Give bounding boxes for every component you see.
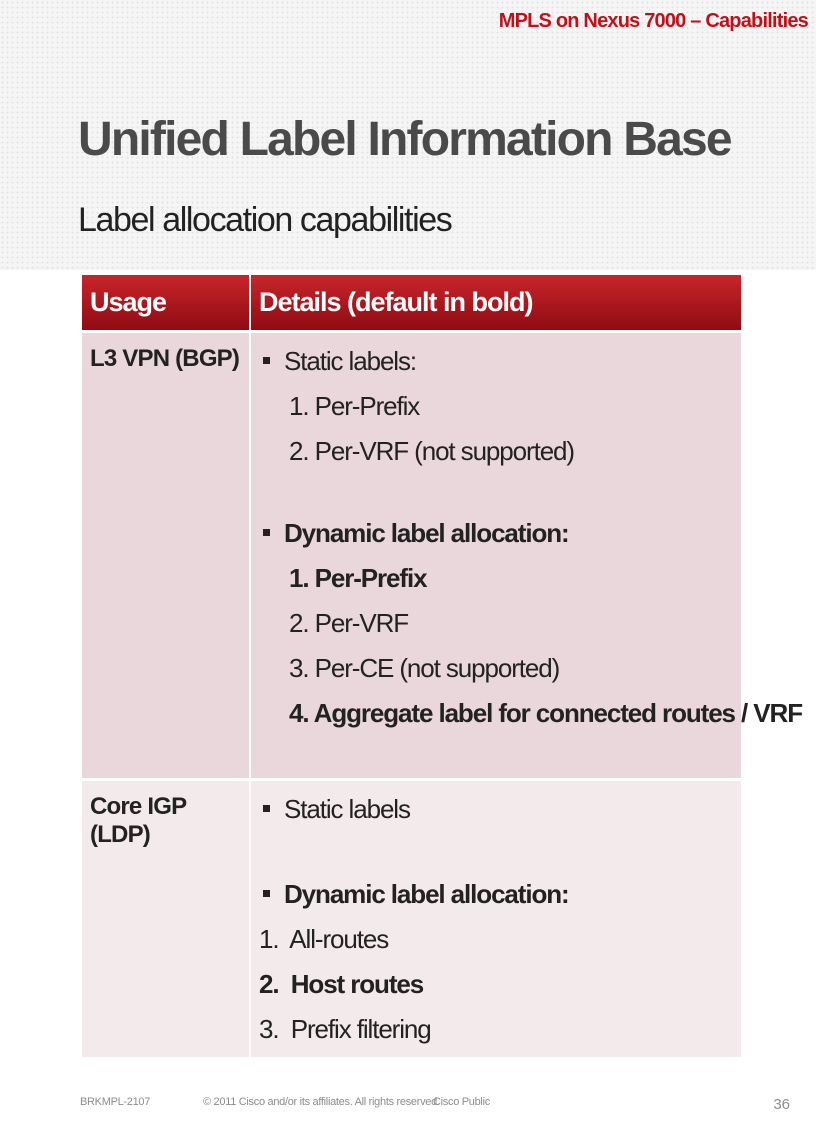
list-item: 1. All-routes (259, 924, 389, 954)
table-header-row (82, 275, 741, 332)
page-title: Unified Label Information Base (78, 113, 731, 166)
static-labels-bullet (259, 339, 733, 384)
table-row (82, 780, 741, 1058)
bullet-icon (263, 529, 270, 536)
usage-cell (82, 332, 250, 780)
footer-code: BRKMPL-2107 (80, 1096, 151, 1108)
column-header-usage: Usage (82, 275, 250, 332)
usage-label: L3 VPN (BGP) (90, 345, 240, 372)
table-row (82, 332, 741, 780)
list-item: 1. Per-Prefix (289, 391, 420, 421)
list-item: 2. Per-VRF (not supported) (289, 436, 574, 466)
usage-cell (82, 780, 250, 1058)
list-item: 3. Prefix filtering (259, 1014, 431, 1044)
list-item-default: 4. Aggregate label for connected routes / VRF (289, 698, 802, 728)
bullet-icon (263, 890, 270, 897)
details-cell (250, 332, 802, 780)
footer-copyright: © 2011 Cisco and/or its affiliates. All rights reserved. (203, 1096, 440, 1108)
capabilities-table (82, 275, 802, 1057)
bullet-icon (263, 357, 270, 364)
list-item: 2. Per-VRF (289, 608, 409, 638)
bullet-icon (263, 805, 270, 812)
static-labels-bullet (259, 787, 733, 832)
bullet-text: Dynamic label allocation: (284, 518, 569, 548)
column-header-details: Details (default in bold) (250, 275, 741, 332)
details-cell (250, 780, 741, 1058)
page-subtitle: Label allocation capabilities (78, 201, 452, 239)
dynamic-allocation-bullet (259, 872, 733, 917)
list-item: 3. Per-CE (not supported) (289, 653, 560, 683)
footer-classification: Cisco Public (433, 1096, 490, 1108)
bullet-text: Static labels (284, 794, 410, 824)
dynamic-allocation-bullet (259, 511, 733, 556)
list-item-default: 1. Per-Prefix (289, 563, 427, 593)
page-number: 36 (773, 1096, 790, 1113)
bullet-text: Dynamic label allocation: (284, 879, 569, 909)
bullet-text: Static labels: (284, 346, 417, 376)
list-item-default: 2. Host routes (259, 969, 424, 999)
section-tag: MPLS on Nexus 7000 – Capabilities (498, 10, 808, 32)
usage-label: Core IGP (LDP) (90, 793, 186, 848)
